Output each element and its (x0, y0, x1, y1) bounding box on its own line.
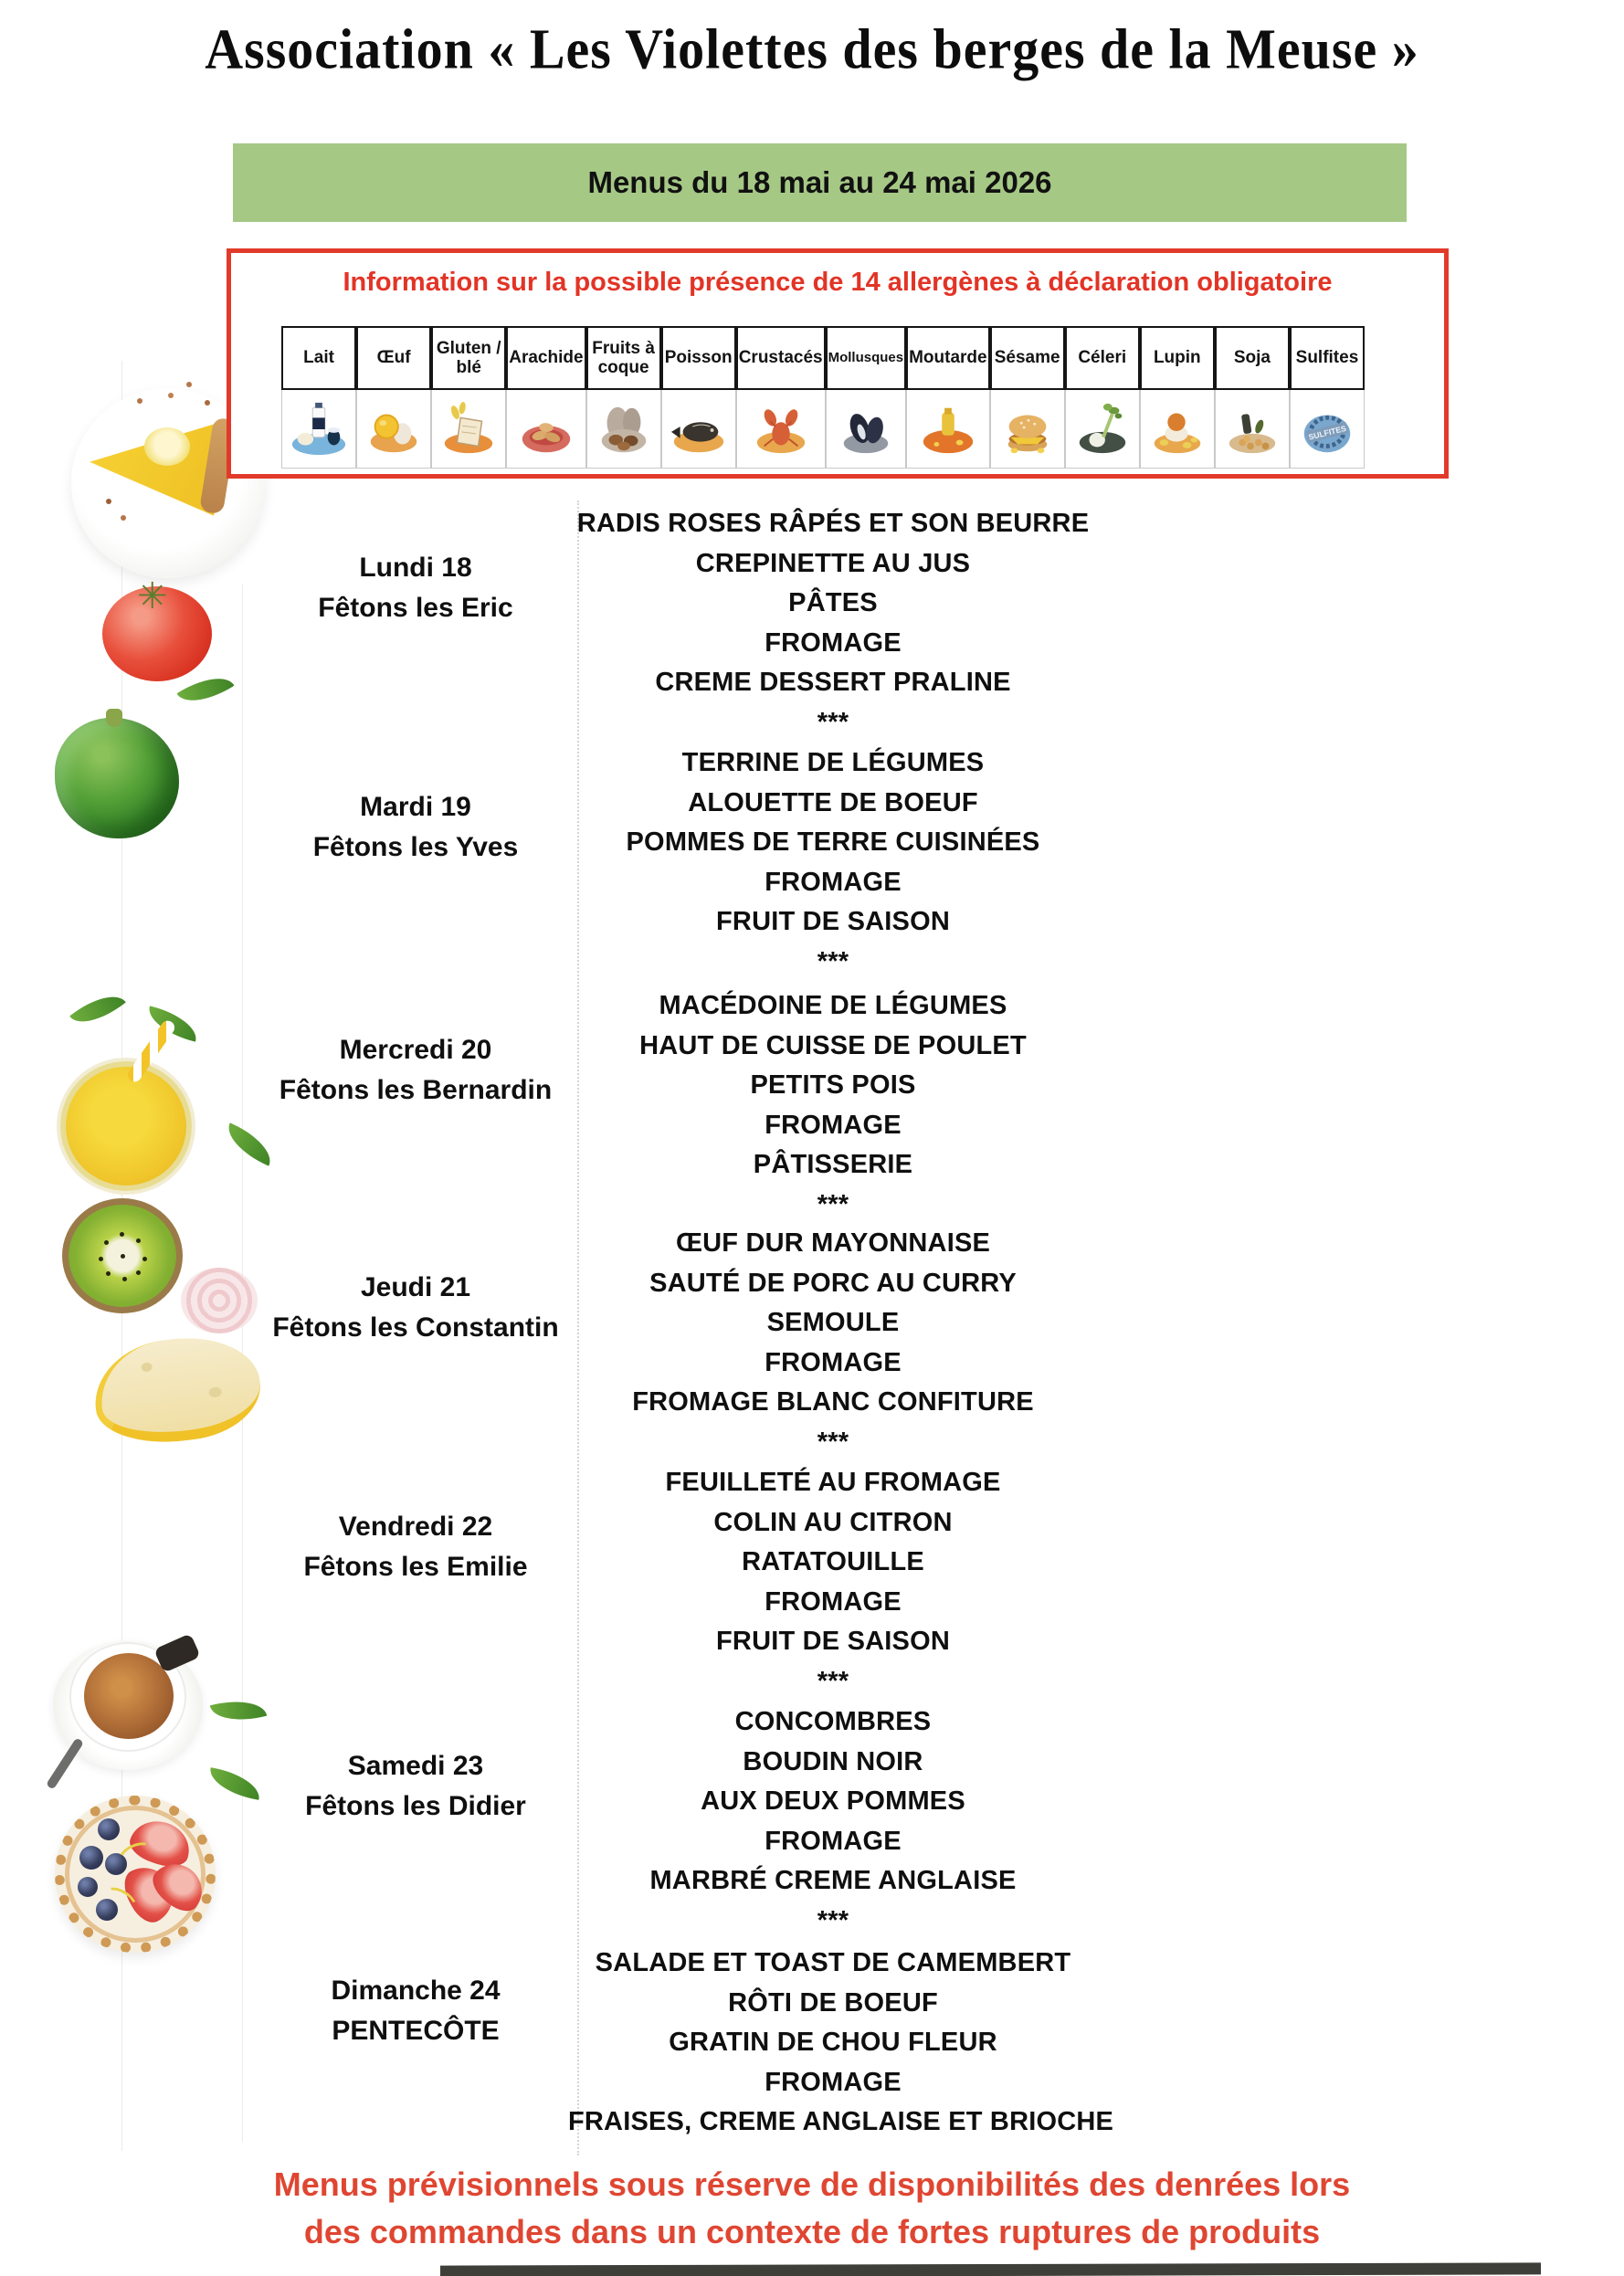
leaf-decoration (210, 1692, 268, 1728)
menu-item: CREME DESSERT PRALINE (655, 668, 1011, 697)
menu-item: SALADE ET TOAST DE CAMEMBERT (595, 1948, 1071, 1977)
week-banner (233, 143, 1407, 222)
menu-item: CREPINETTE AU JUS (695, 548, 971, 578)
allergen-header-moutarde: Moutarde (906, 326, 990, 390)
menu-item: FROMAGE (765, 867, 902, 897)
menu-separator-stars: *** (817, 1905, 849, 1935)
blueberry (78, 1877, 98, 1897)
kiwi-photo (62, 1198, 183, 1313)
lemon-wedge (144, 427, 190, 466)
allergen-info-box (227, 248, 1449, 479)
menu-separator-stars: *** (817, 1666, 849, 1696)
menu-item: FROMAGE (765, 2067, 902, 2097)
day-label: Dimanche 24 (331, 1976, 501, 2006)
menu-item: PETITS POIS (750, 1070, 916, 1100)
menu-item: MACÉDOINE DE LÉGUMES (659, 991, 1007, 1020)
milk-icon (281, 390, 356, 469)
day-label: Mercredi 20 (339, 1035, 492, 1065)
crumb-decoration (137, 398, 142, 404)
menu-item: FROMAGE (765, 627, 902, 658)
allergen-header-oeuf: Œuf (356, 326, 431, 390)
week-banner-label: Menus du 18 mai au 24 mai 2026 (587, 165, 1052, 199)
menu-item: COLIN AU CITRON (713, 1507, 953, 1537)
kiwi-seeds (121, 1254, 125, 1259)
mustard-icon (906, 390, 990, 469)
menu-item: ŒUF DUR MAYONNAISE (675, 1228, 991, 1258)
day-sublabel: Fêtons les Eric (318, 593, 513, 623)
menu-item: AUX DEUX POMMES (701, 1786, 965, 1816)
green-pepper-photo (55, 718, 179, 838)
day-label: Lundi 18 (359, 553, 472, 583)
menu-item: BOUDIN NOIR (743, 1746, 923, 1776)
menu-item: FEUILLETÉ AU FROMAGE (665, 1468, 1001, 1497)
scan-edge-bar (440, 2262, 1541, 2276)
day-sublabel: PENTECÔTE (332, 2016, 500, 2046)
cheese-hole (141, 1362, 153, 1372)
day-sublabel: Fêtons les Emilie (303, 1552, 528, 1582)
menu-item: HAUT DE CUISSE DE POULET (639, 1030, 1027, 1060)
menu-item: FRUIT DE SAISON (716, 907, 950, 936)
menu-item: SEMOULE (766, 1308, 900, 1337)
fish-icon (661, 390, 736, 469)
footer-line-2: des commandes dans un contexte de fortes ruptures de produits (303, 2213, 1321, 2250)
nuts-icon (586, 390, 661, 469)
allergen-header-soja: Soja (1215, 326, 1290, 390)
allergen-header-gluten: Gluten / blé (431, 326, 506, 390)
menu-separator-stars: *** (817, 1189, 849, 1219)
day-label: Samedi 23 (347, 1751, 484, 1781)
coffee-cup-handle (153, 1633, 201, 1672)
menu-item: FROMAGE BLANC CONFITURE (632, 1387, 1034, 1417)
mollusc-icon (826, 390, 907, 469)
menu-item: ALOUETTE DE BOEUF (688, 787, 978, 817)
menu-item: TERRINE DE LÉGUMES (681, 748, 985, 777)
footer-line-1: Menus prévisionnels sous réserve de disponibilités des denrées lors (273, 2165, 1351, 2203)
soy-icon (1215, 390, 1290, 469)
menu-item: MARBRÉ CREME ANGLAISE (649, 1866, 1017, 1895)
allergen-header-sulfites: Sulfites (1290, 326, 1365, 390)
allergen-header-lupin: Lupin (1140, 326, 1215, 390)
day-sublabel: Fêtons les Constantin (272, 1312, 559, 1343)
menu-item: SAUTÉ DE PORC AU CURRY (649, 1268, 1017, 1298)
allergen-header-mollusques: Mollusques (826, 326, 907, 390)
page-title: Association « Les Violettes des berges de la Meuse » (205, 16, 1419, 81)
blueberry (98, 1818, 120, 1840)
coffee-spoon (46, 1737, 84, 1789)
allergen-table (281, 326, 1365, 469)
menu-separator-stars: *** (817, 1427, 849, 1457)
day-label: Vendredi 22 (338, 1512, 493, 1542)
leaf-decoration (220, 1122, 279, 1165)
tomato-stem: ✳ (137, 576, 168, 616)
menu-item: RADIS ROSES RÂPÉS ET SON BEURRE (576, 509, 1090, 538)
peanut-icon (506, 390, 585, 469)
gluten-icon (431, 390, 506, 469)
day-label: Jeudi 21 (360, 1272, 471, 1302)
allergen-header-celeri: Céleri (1065, 326, 1140, 390)
green-pepper-stem (106, 709, 122, 727)
menu-separator-stars: *** (817, 946, 849, 976)
orange-juice-photo (60, 1061, 192, 1191)
sesame-icon (990, 390, 1065, 469)
egg-icon (356, 390, 431, 469)
lupin-icon (1140, 390, 1215, 469)
menu-item: FROMAGE (765, 1110, 902, 1140)
menu-item: PÂTISSERIE (753, 1150, 913, 1179)
day-sublabel: Fêtons les Bernardin (279, 1075, 553, 1105)
day-sublabel: Fêtons les Didier (305, 1791, 526, 1821)
footer-disclaimer (0, 2161, 1624, 2256)
celery-icon (1065, 390, 1140, 469)
sulfites-stamp-label: SULFITES (1307, 423, 1347, 442)
menu-item: RATATOUILLE (742, 1547, 924, 1576)
menu-item: PÂTES (788, 588, 878, 617)
berry-tart-photo (55, 1796, 216, 1953)
menu-separator-stars: *** (817, 707, 849, 737)
allergen-header-crustaces: Crustacés (736, 326, 826, 390)
leaf-decoration (69, 984, 126, 1035)
menu-item: GRATIN DE CHOU FLEUR (669, 2028, 997, 2057)
menu-item: FROMAGE (765, 1826, 902, 1856)
menu-item: FRAISES, CREME ANGLAISE ET BRIOCHE (568, 2107, 1114, 2136)
menu-item: RÔTI DE BOEUF (728, 1987, 938, 2018)
menu-item: POMMES DE TERRE CUISINÉES (626, 827, 1040, 857)
menu-item: FROMAGE (765, 1347, 902, 1377)
allergen-header-lait: Lait (281, 326, 356, 390)
cheese-hole (208, 1386, 222, 1398)
menu-item: FROMAGE (765, 1586, 902, 1617)
allergen-header-fruits-a-coque: Fruits à coque (586, 326, 661, 390)
blueberry (79, 1846, 103, 1870)
allergen-header-poisson: Poisson (661, 326, 736, 390)
allergen-heading: Information sur la possible présence de 14 allergènes à déclaration obligatoire (343, 268, 1333, 297)
allergen-header-arachide: Arachide (506, 326, 585, 390)
menu-item: CONCOMBRES (734, 1707, 932, 1736)
day-sublabel: Fêtons les Yves (312, 832, 519, 862)
menu-item: FRUIT DE SAISON (716, 1627, 950, 1656)
allergen-header-sesame: Sésame (990, 326, 1065, 390)
day-label: Mardi 19 (360, 792, 471, 822)
sulfites-icon (1290, 390, 1365, 469)
crustacean-icon (736, 390, 826, 469)
